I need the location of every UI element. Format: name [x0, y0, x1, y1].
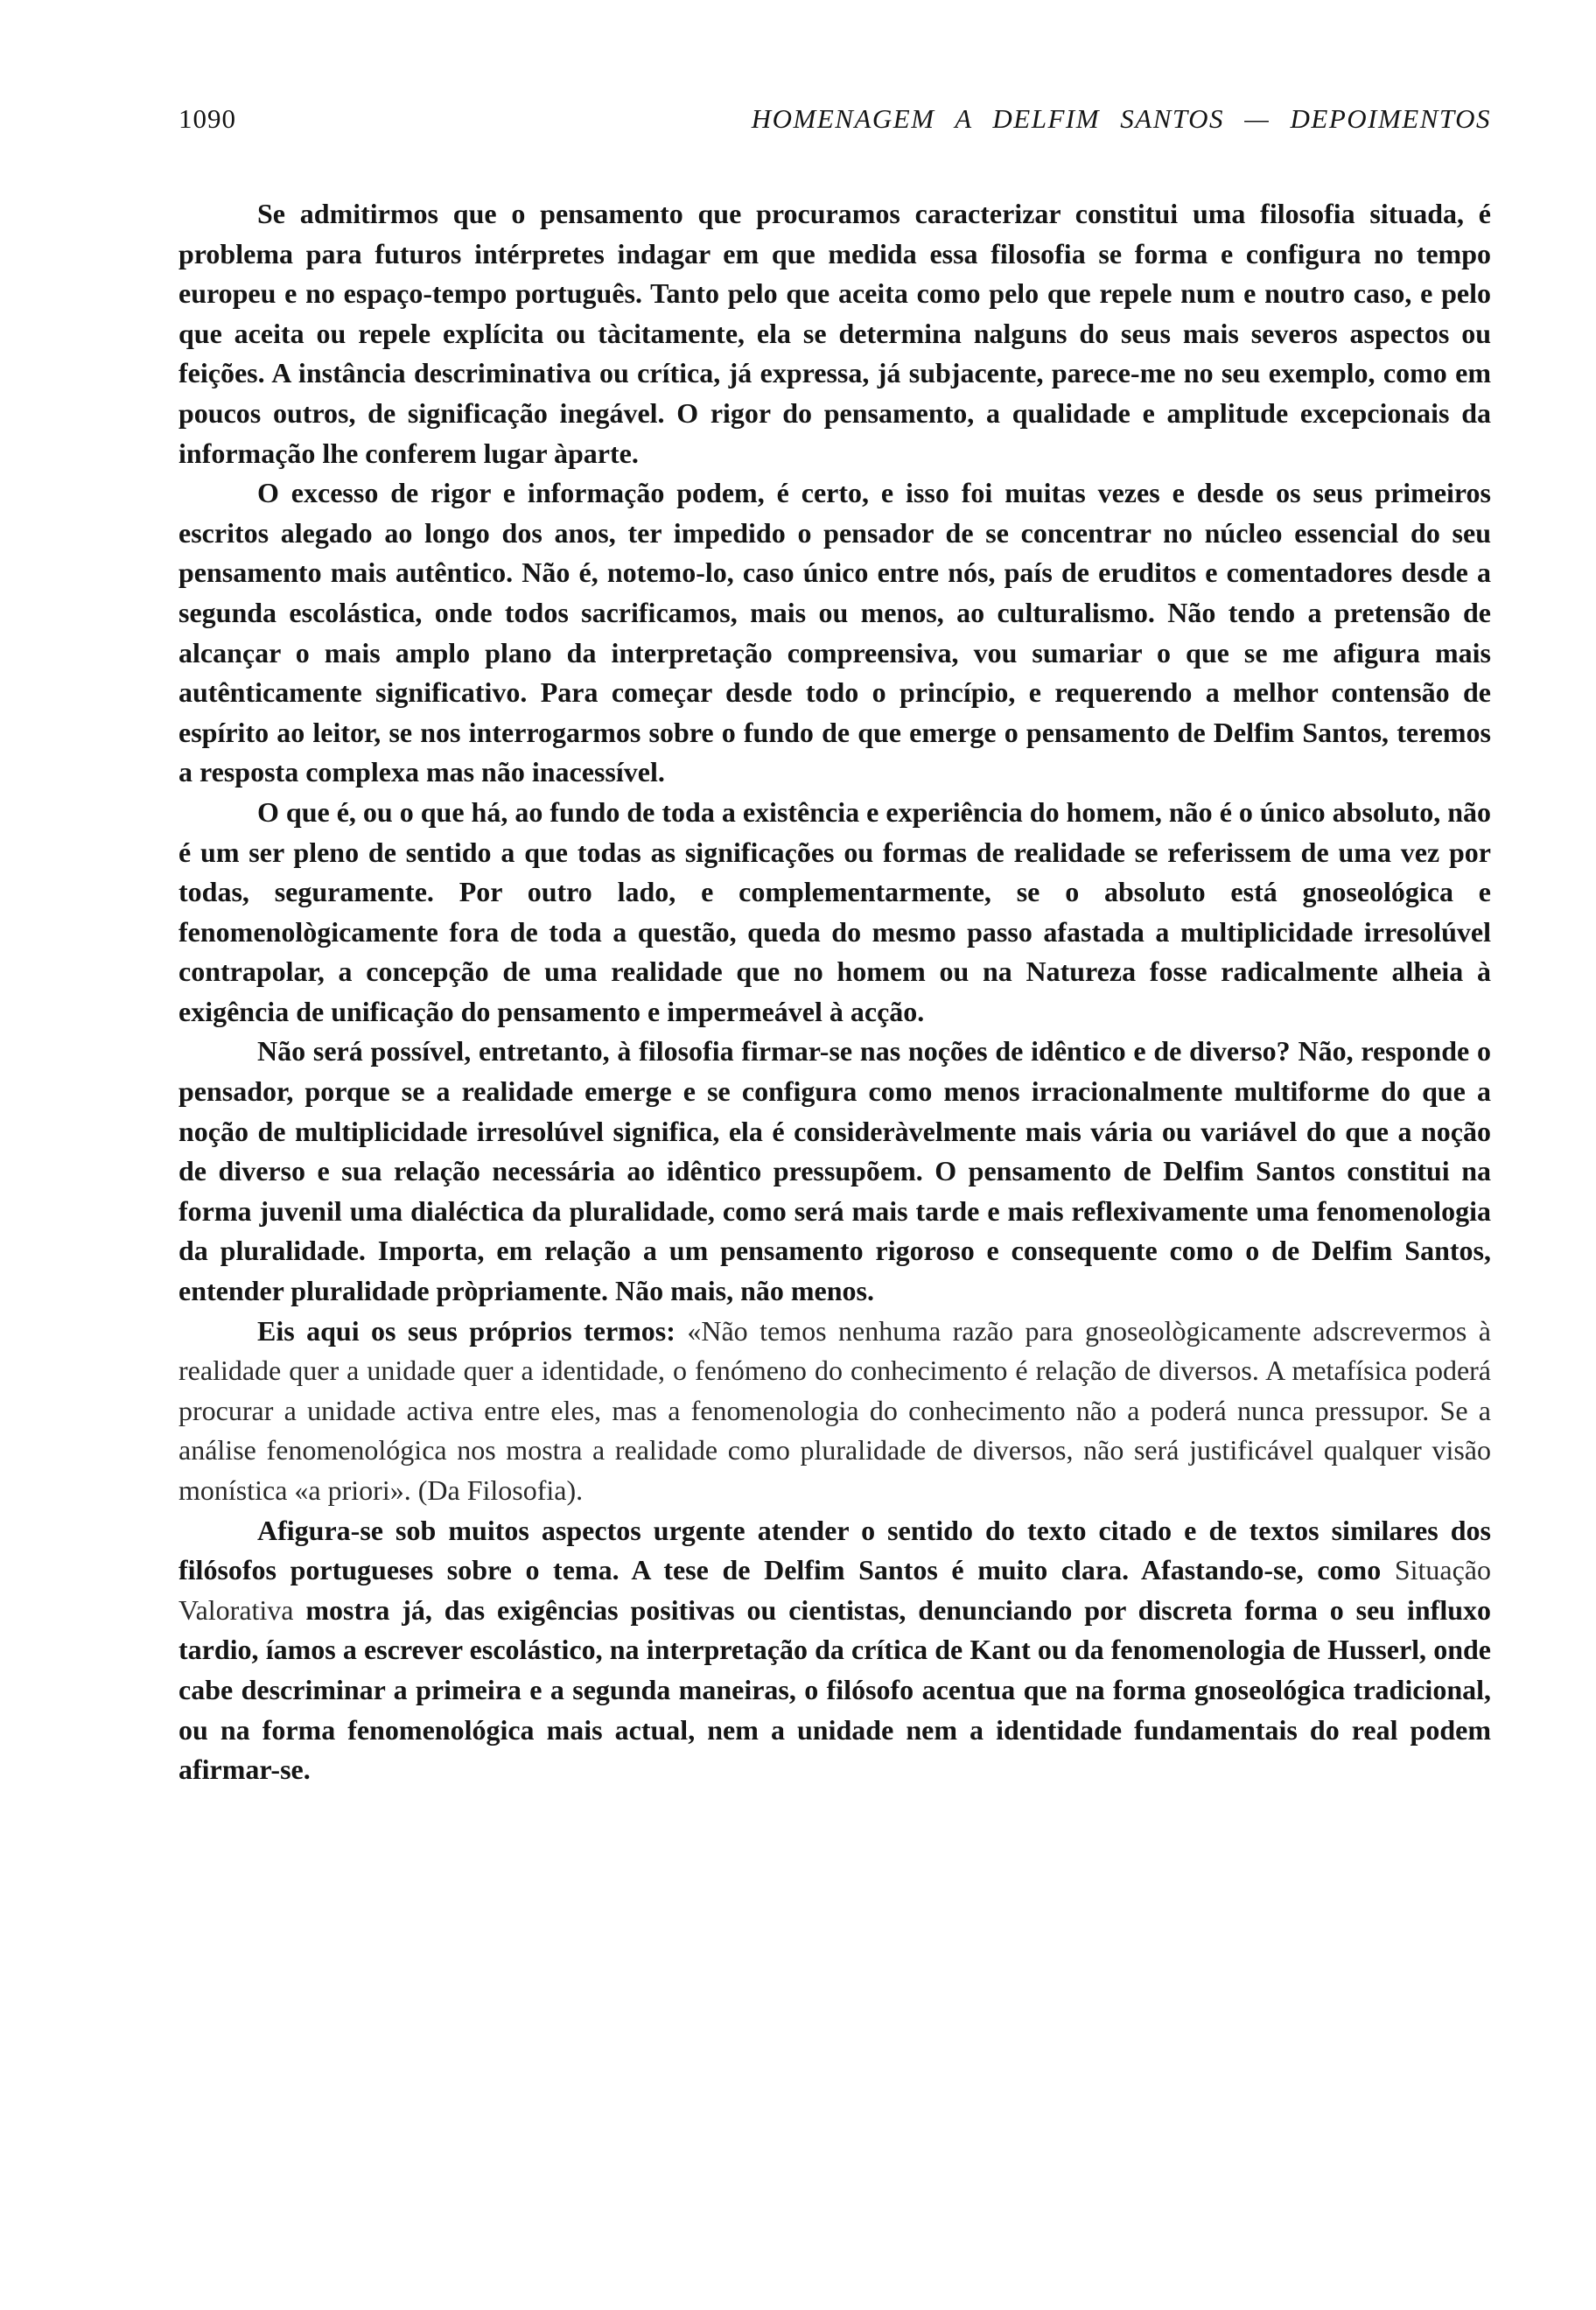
running-header	[178, 103, 1491, 149]
paragraph: Não será possível, entretanto, à filosofia firmar-se nas noções de idêntico e de diverso? Não, responde o pensador, porque se a realidade emerge e se configura como menos irracionalmente multiforme do que a noção de multiplicidade irresolúvel significa, ela é consideràvelmente mais vária ou variável do que a noção de diverso e sua relação necessária ao idêntico pressupõem. O pensamento de Delfim Santos constitui na forma juvenil uma dialéctica da pluralidade, como será mais tarde e mais reflexivamente uma fenomenologia da pluralidade. Importa, em relação a um pensamento rigoroso e consequente como o de Delfim Santos, entender pluralidade pròpriamente. Não mais, não menos.	[178, 1035, 1491, 1307]
paragraph: O que é, ou o que há, ao fundo de toda a existência e experiência do homem, não é o único absoluto, não é um ser pleno de sentido a que todas as significações ou formas de realidade se referissem de uma vez por todas, seguramente. Por outro lado, e complementarmente, se o absoluto está gnoseológica e fenomenològicamente fora de toda a questão, queda do mesmo passo afastada a multiplicidade irresolúvel contrapolar, a concepção de uma realidade que no homem ou na Natureza fosse radicalmente alheia à exigência de unificação do pensamento e impermeável à acção.	[178, 795, 1491, 1027]
quotation-paragraph	[178, 1312, 1491, 1511]
paragraph	[178, 1511, 1491, 1790]
page-number: 1090	[178, 103, 236, 134]
body-text	[178, 194, 1491, 1790]
paragraph: O excesso de rigor e informação podem, é certo, e isso foi muitas vezes e desde os seus primeiros escritos alegado ao longo dos anos, ter impedido o pensador de se concentrar no núcleo essencial do seu pensamento mais autêntico. Não é, notemo-lo, caso único entre nós, país de eruditos e comentadores desde a segunda escolástica, onde todos sacrificamos, mais ou menos, ao culturalismo. Não tendo a pretensão de alcançar o mais amplo plano da interpretação compreensiva, vou sumariar o que se me afigura mais autênticamente significativo. Para começar desde todo o princípio, e requerendo a melhor contensão de espírito ao leitor, se nos interrogarmos sobre o fundo de que emerge o pensamento de Delfim Santos, teremos a resposta complexa mas não inacessível.	[178, 477, 1491, 788]
paragraph-text: Afigura-se sob muitos aspectos urgente atender o sentido do texto citado e de textos similares dos filósofos portugueses sobre o tema. A tese de Delfim Santos é muito clara. Afastando-se, como	[178, 1514, 1491, 1586]
quotation-intro: Eis aqui os seus próprios termos:	[257, 1314, 676, 1347]
running-title: HOMENAGEM A DELFIM SANTOS — DEPOIMENTOS	[751, 103, 1491, 134]
paragraph: Se admitirmos que o pensamento que procuramos caracterizar constitui uma filosofia situada, é problema para futuros intérpretes indagar em que medida essa filosofia se forma e configura no tempo europeu e no espaço-tempo português. Tanto pelo que aceita como pelo que repele num e noutro caso, e pelo que aceita ou repele explícita ou tàcitamente, ela se determina nalguns do seus mais severos aspectos ou feições. A instância descriminativa ou crítica, já expressa, já subjacente, parece-me no seu exemplo, como em poucos outros, de significação inegável. O rigor do pensamento, a qualidade e amplitude excepcionais da informação lhe conferem lugar àparte.	[178, 198, 1491, 469]
page	[178, 103, 1491, 1790]
paragraph-text: mostra já, das exigências positivas ou cientistas, denunciando por discreta forma o seu influxo tardio, íamos a escrever escolástico, na interpretação da crítica de Kant ou da fenomenologia de Husserl, onde cabe descriminar a primeira e a segunda maneiras, o filósofo acentua que na forma gnoseológica tradicional, ou na forma fenomenológica mais actual, nem a unidade nem a identidade fundamentais do real podem afirmar-se.	[178, 1593, 1491, 1786]
book-title: Situação Valorativa	[178, 1554, 1491, 1626]
quotation-text: «Não temos nenhuma razão para gnoseològicamente adscrevermos à realidade quer a unidade quer a identidade, o fenómeno do conhecimento é relação de diversos. A metafísica poderá procurar a unidade activa entre eles, mas a fenomenologia do conhecimento não a poderá nunca pressupor. Se a análise fenomenológica nos mostra a realidade como pluralidade de diversos, não será justificável qualquer visão monística «a priori». (Da Filosofia).	[178, 1314, 1492, 1506]
